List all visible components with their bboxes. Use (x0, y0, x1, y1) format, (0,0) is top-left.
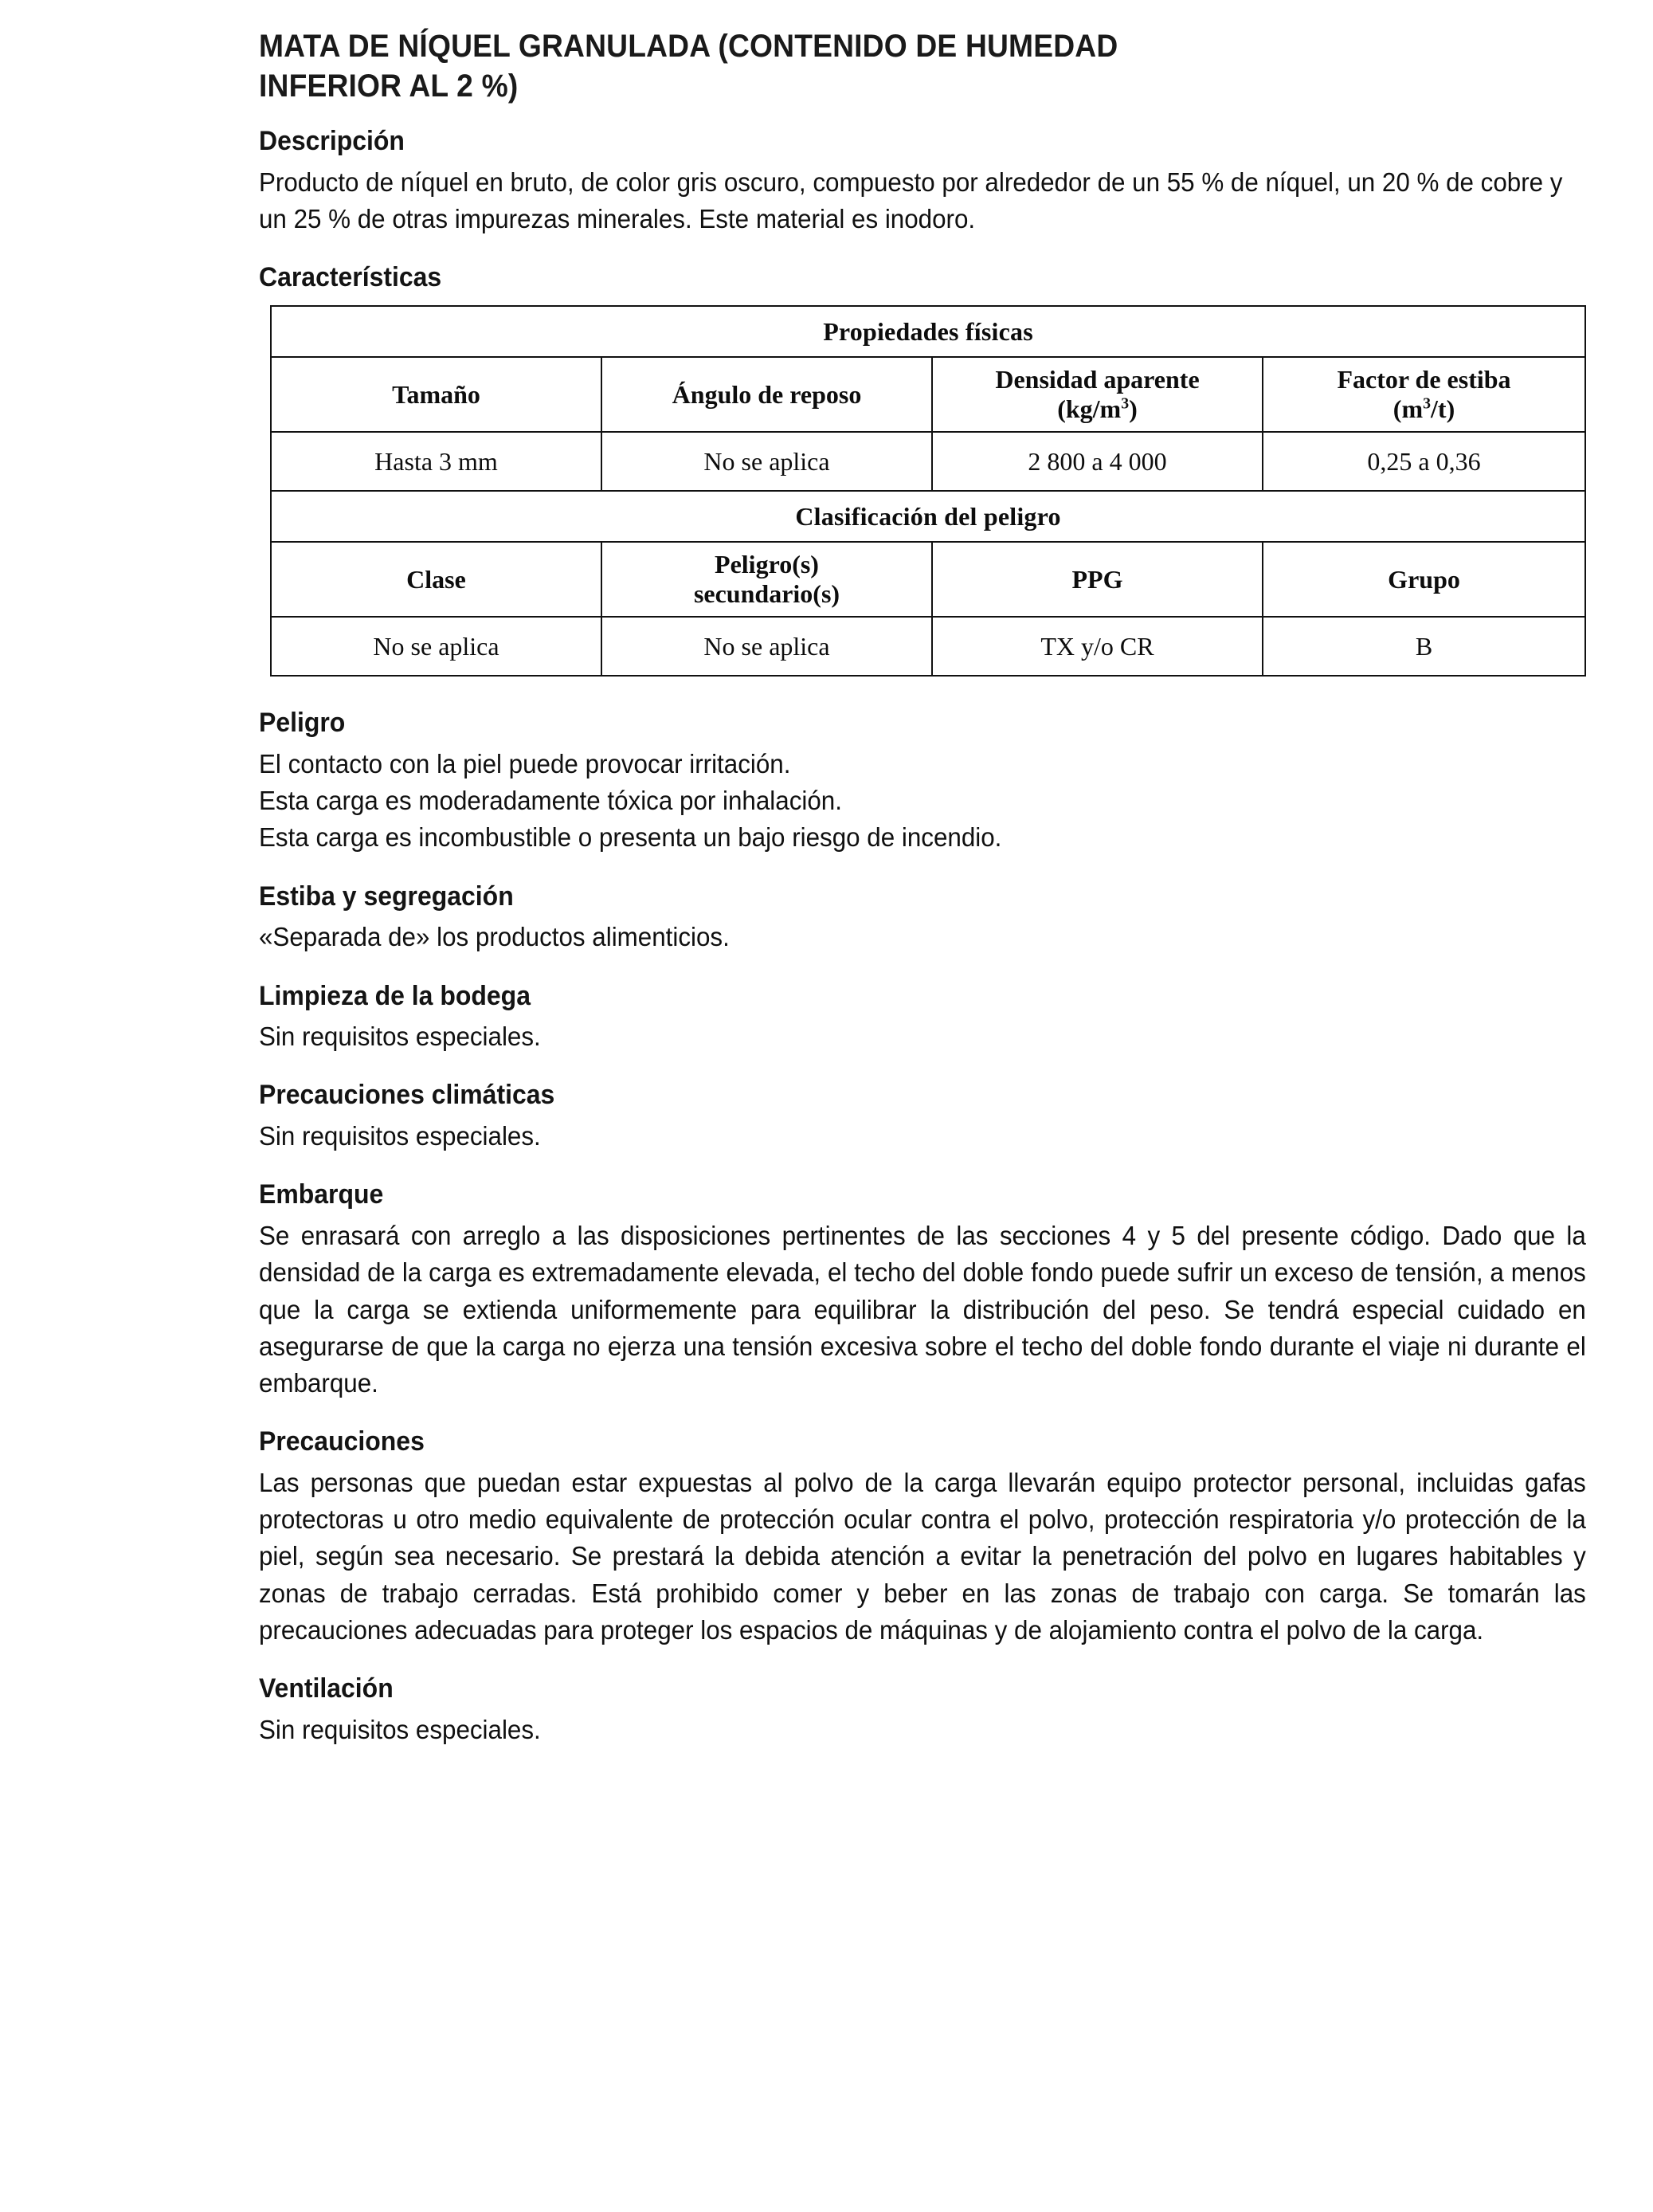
heading-peligro: Peligro (259, 708, 346, 739)
estiba-unit-exponent: 3 (1423, 394, 1432, 413)
table-row-physical-values (271, 432, 1585, 491)
cell-value-peligros-secundarios: No se aplica (601, 617, 932, 676)
cell-value-ppg: TX y/o CR (932, 617, 1263, 676)
page-content (259, 27, 1589, 1748)
spacer (259, 1112, 1589, 1118)
text-estiba-segregacion: «Separada de» los productos alimenticios. (259, 922, 730, 952)
cell-header-clase: Clase (271, 542, 601, 617)
text-precauciones: Las personas que puedan estar expuestas al polvo de la carga llevarán equipo protector personal, incluidas gafas protectoras u otro medio equivalente de protección ocular contra el polvo, protección respiratoria y/o protección de la piel, según sea necesario. Se prestará la debida atención a evitar la penetración del polvo en lugares habitables y zonas de trabajo cerradas. Está prohibido comer y beber en las zonas de trabajo con carga. Se tomarán las precauciones adecuadas para proteger los espacios de máquinas y de alojamiento contra el polvo de la carga. (259, 1468, 1586, 1645)
spacer (259, 1649, 1589, 1673)
densidad-label: Densidad aparente (995, 365, 1200, 394)
estiba-unit-post: /t) (1431, 394, 1455, 424)
cell-header-factor-estiba (1263, 357, 1585, 432)
cell-value-densidad-aparente: 2 800 a 4 000 (932, 432, 1263, 491)
cell-physical-properties-band: Propiedades físicas (271, 306, 1585, 357)
table-row-hazard-values (271, 617, 1585, 676)
heading-precauciones-climaticas: Precauciones climáticas (259, 1080, 555, 1111)
spacer (259, 237, 1589, 261)
spacer (259, 158, 1589, 164)
text-peligro-line-3: Esta carga es incombustible o presenta un bajo riesgo de incendio. (259, 822, 1002, 853)
cell-header-angulo-reposo: Ángulo de reposo (601, 357, 932, 432)
peligro-secundario-line-2: secundario(s) (693, 579, 840, 609)
cell-header-ppg: PPG (932, 542, 1263, 617)
heading-precauciones: Precauciones (259, 1426, 425, 1457)
spacer (259, 1705, 1589, 1712)
heading-embarque: Embarque (259, 1179, 384, 1210)
cell-value-factor-estiba: 0,25 a 0,36 (1263, 432, 1585, 491)
cell-header-grupo: Grupo (1263, 542, 1585, 617)
text-ventilacion: Sin requisitos especiales. (259, 1714, 541, 1744)
heading-ventilacion: Ventilación (259, 1673, 394, 1704)
heading-limpieza-bodega: Limpieza de la bodega (259, 980, 531, 1011)
heading-caracteristicas: Características (259, 262, 442, 293)
peligro-secundario-line-1: Peligro(s) (715, 550, 819, 579)
text-precauciones-climaticas: Sin requisitos especiales. (259, 1121, 541, 1151)
cell-value-grupo: B (1263, 617, 1585, 676)
text-peligro-line-1: El contacto con la piel puede provocar irritación. (259, 748, 791, 779)
spacer (259, 1402, 1589, 1426)
table-row-hazard-headers (271, 542, 1585, 617)
spacer (259, 1211, 1589, 1218)
heading-descripcion: Descripción (259, 126, 405, 157)
estiba-unit-pre: (m (1393, 394, 1424, 424)
characteristics-table (270, 305, 1586, 677)
spacer (259, 1155, 1589, 1179)
text-descripcion: Producto de níquel en bruto, de color gris oscuro, compuesto por alrededor de un 55 % de níquel, un 20 % de cobre y un 25 % de otras impurezas minerales. Este material es inodoro. (259, 167, 1563, 234)
spacer (259, 1458, 1589, 1465)
densidad-unit-pre: (kg/m (1057, 394, 1122, 424)
table-row-physical-headers (271, 357, 1585, 432)
text-peligro-line-2: Esta carga es moderadamente tóxica por inhalación. (259, 786, 842, 816)
page-title (259, 27, 1496, 106)
cell-value-angulo-reposo: No se aplica (601, 432, 932, 491)
page-title-line-2: INFERIOR AL 2 %) (259, 68, 519, 104)
densidad-unit-post: ) (1129, 394, 1138, 424)
spacer (259, 294, 1589, 305)
estiba-unit (1270, 394, 1578, 424)
cell-header-densidad-aparente (932, 357, 1263, 432)
estiba-label: Factor de estiba (1337, 365, 1511, 394)
table-row-hazard-band (271, 491, 1585, 542)
densidad-unit-exponent: 3 (1121, 394, 1130, 413)
cell-hazard-classification-band: Clasificación del peligro (271, 491, 1585, 542)
cell-header-peligros-secundarios (601, 542, 932, 617)
spacer (259, 106, 1589, 125)
heading-estiba-segregacion: Estiba y segregación (259, 880, 514, 912)
page-title-line-1: MATA DE NÍQUEL GRANULADA (CONTENIDO DE HUMEDAD (259, 29, 1118, 64)
spacer (259, 677, 1589, 707)
cell-value-clase: No se aplica (271, 617, 601, 676)
characteristics-table-wrapper (270, 305, 1584, 677)
spacer (259, 1012, 1589, 1018)
text-limpieza-bodega: Sin requisitos especiales. (259, 1022, 541, 1052)
spacer (259, 912, 1589, 919)
table-row-physical-band (271, 306, 1585, 357)
text-embarque: Se enrasará con arreglo a las disposiciones pertinentes de las secciones 4 y 5 del presente código. Dado que la densidad de la carga es extremadamente elevada, el techo del doble fondo puede sufrir un exceso de tensión, a menos que la carga se extienda uniformemente para equilibrar la distribución del peso. Se tendrá especial cuidado en asegurarse de que la carga no ejerza una tensión excesiva sobre el techo del doble fondo durante el viaje ni durante el embarque. (259, 1221, 1586, 1398)
cell-value-tamano: Hasta 3 mm (271, 432, 601, 491)
spacer (259, 956, 1589, 980)
cell-header-tamano: Tamaño (271, 357, 601, 432)
spacer (259, 739, 1589, 746)
spacer (259, 1055, 1589, 1079)
spacer (259, 857, 1589, 880)
densidad-unit (939, 394, 1255, 424)
